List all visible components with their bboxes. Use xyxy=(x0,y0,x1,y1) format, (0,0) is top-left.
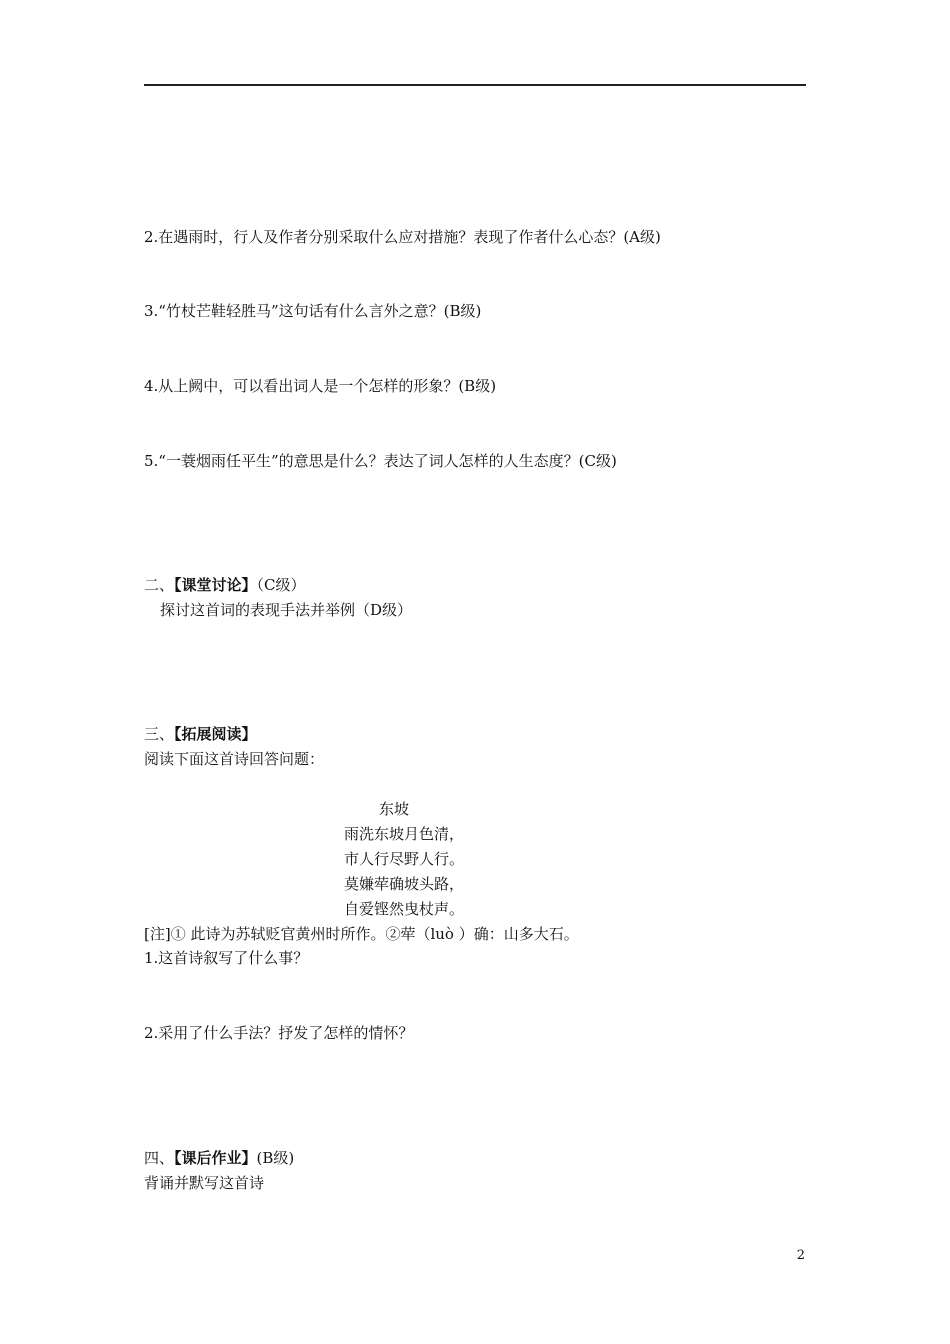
section-4-title: 【课后作业】 xyxy=(174,1149,257,1167)
section-2-heading xyxy=(144,575,306,595)
section-3-heading xyxy=(144,724,257,744)
section-2-title: 【课堂讨论】 xyxy=(174,576,257,594)
poem-line: 自爱铿然曳杖声。 xyxy=(344,900,465,918)
section-2-prefix: 二、 xyxy=(144,576,175,594)
reading-question-2: 2.采用了什么手法？抒发了怎样的情怀？ xyxy=(144,1024,414,1042)
question-5: 5.“一蓑烟雨任平生”的意思是什么？表达了词人怎样的人生态度？(C级) xyxy=(144,452,617,470)
section-3-intro: 阅读下面这首诗回答问题： xyxy=(144,750,325,768)
poem-line: 市人行尽野人行。 xyxy=(344,850,465,868)
section-4-heading xyxy=(144,1148,294,1168)
section-2-level: （C级） xyxy=(256,576,306,594)
question-2: 2.在遇雨时，行人及作者分别采取什么应对措施？表现了作者什么心态？(A级) xyxy=(144,228,661,246)
section-4-prefix: 四、 xyxy=(144,1149,175,1167)
poem-note: [注]① 此诗为苏轼贬官黄州时所作。②荦（luò ）确：山多大石。 xyxy=(144,925,579,943)
reading-question-1: 1.这首诗叙写了什么事？ xyxy=(144,949,309,967)
section-4-task: 背诵并默写这首诗 xyxy=(144,1174,265,1192)
poem-line: 雨洗东坡月色清， xyxy=(344,825,465,843)
header-rule xyxy=(144,84,806,86)
section-4-level: (B级) xyxy=(256,1149,295,1167)
section-3-title: 【拓展阅读】 xyxy=(174,725,257,743)
section-2-task: 探讨这首词的表现手法并举例（D级） xyxy=(160,601,413,619)
poem-title: 东坡 xyxy=(379,800,410,818)
section-3-prefix: 三、 xyxy=(144,725,175,743)
page-number: 2 xyxy=(796,1248,805,1263)
poem-line: 莫嫌荦确坡头路， xyxy=(344,875,465,893)
question-4: 4.从上阙中，可以看出词人是一个怎样的形象？(B级) xyxy=(144,377,497,395)
question-3: 3.“竹杖芒鞋轻胜马”这句话有什么言外之意？(B级) xyxy=(144,302,482,320)
